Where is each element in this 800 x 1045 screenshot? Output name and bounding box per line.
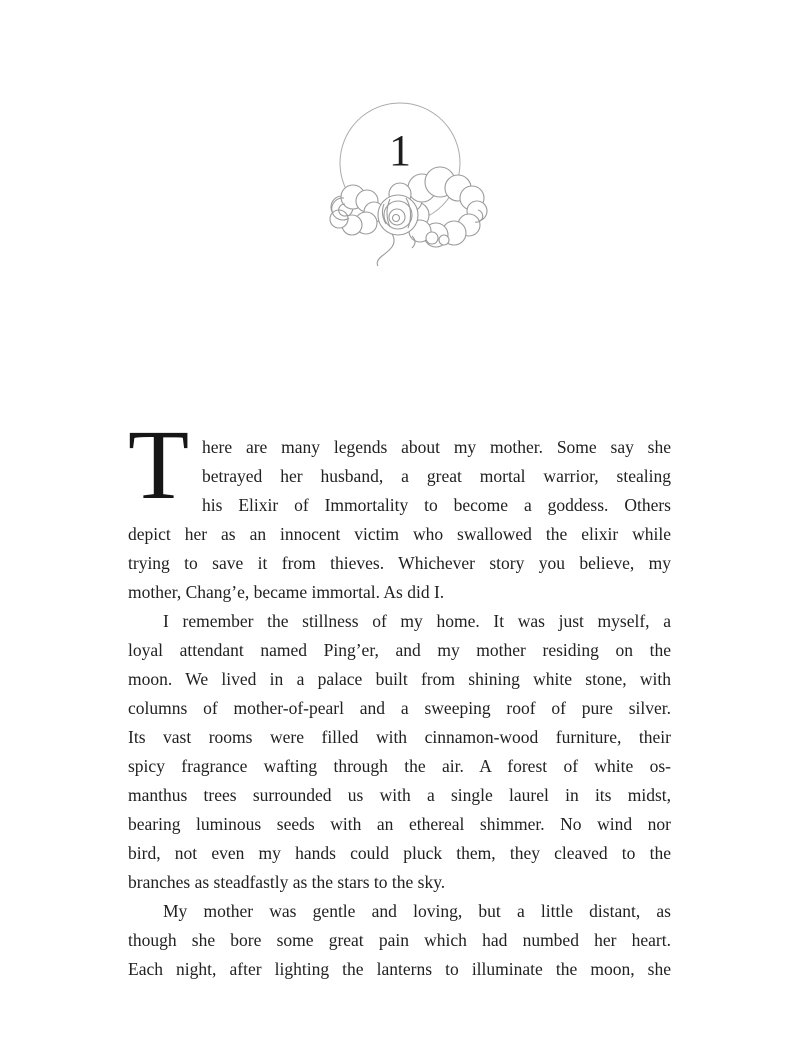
text-line: here are many legends about my mother. Some say she — [202, 437, 671, 457]
text-line: manthus trees surrounded us with a single laurel in its midst, — [128, 785, 671, 805]
text-line: bearing luminous seeds with an ethereal shimmer. No wind nor — [128, 814, 671, 834]
text-line: Its vast rooms were filled with cinnamon-wood furniture, their — [128, 727, 671, 747]
text-line: I remember the stillness of my home. It was just myself, a — [163, 611, 671, 631]
text-line: mother, Chang’e, became immortal. As did I. — [128, 582, 445, 602]
drop-cap: T — [128, 409, 190, 520]
page-text — [128, 409, 671, 984]
text-line: depict her as an innocent victim who swallowed the elixir while — [128, 524, 671, 544]
text-line: branches as steadfastly as the stars to the sky. — [128, 872, 446, 892]
chapter-number: 1 — [389, 126, 411, 175]
text-line: Each night, after lighting the lanterns to illuminate the moon, she — [128, 959, 671, 979]
paragraph — [128, 607, 671, 897]
chapter-ornament — [312, 98, 488, 270]
text-line: loyal attendant named Ping’er, and my mother residing on the — [128, 640, 671, 660]
text-line: My mother was gentle and loving, but a little distant, as — [163, 901, 671, 921]
text-line: spicy fragrance wafting through the air. A forest of white os- — [128, 756, 671, 776]
text-line: moon. We lived in a palace built from shining white stone, with — [128, 669, 671, 689]
paragraph — [128, 897, 671, 984]
text-line: his Elixir of Immortality to become a goddess. Others — [202, 495, 671, 515]
text-line: trying to save it from thieves. Whichever story you believe, my — [128, 553, 671, 573]
text-line: columns of mother-of-pearl and a sweeping roof of pure silver. — [128, 698, 671, 718]
text-line: bird, not even my hands could pluck them, they cleaved to the — [128, 843, 671, 863]
text-line: betrayed her husband, a great mortal warrior, stealing — [202, 466, 671, 486]
text-line: though she bore some great pain which had numbed her heart. — [128, 930, 671, 950]
cloud-circle-icon — [312, 98, 488, 270]
paragraph — [128, 409, 671, 607]
